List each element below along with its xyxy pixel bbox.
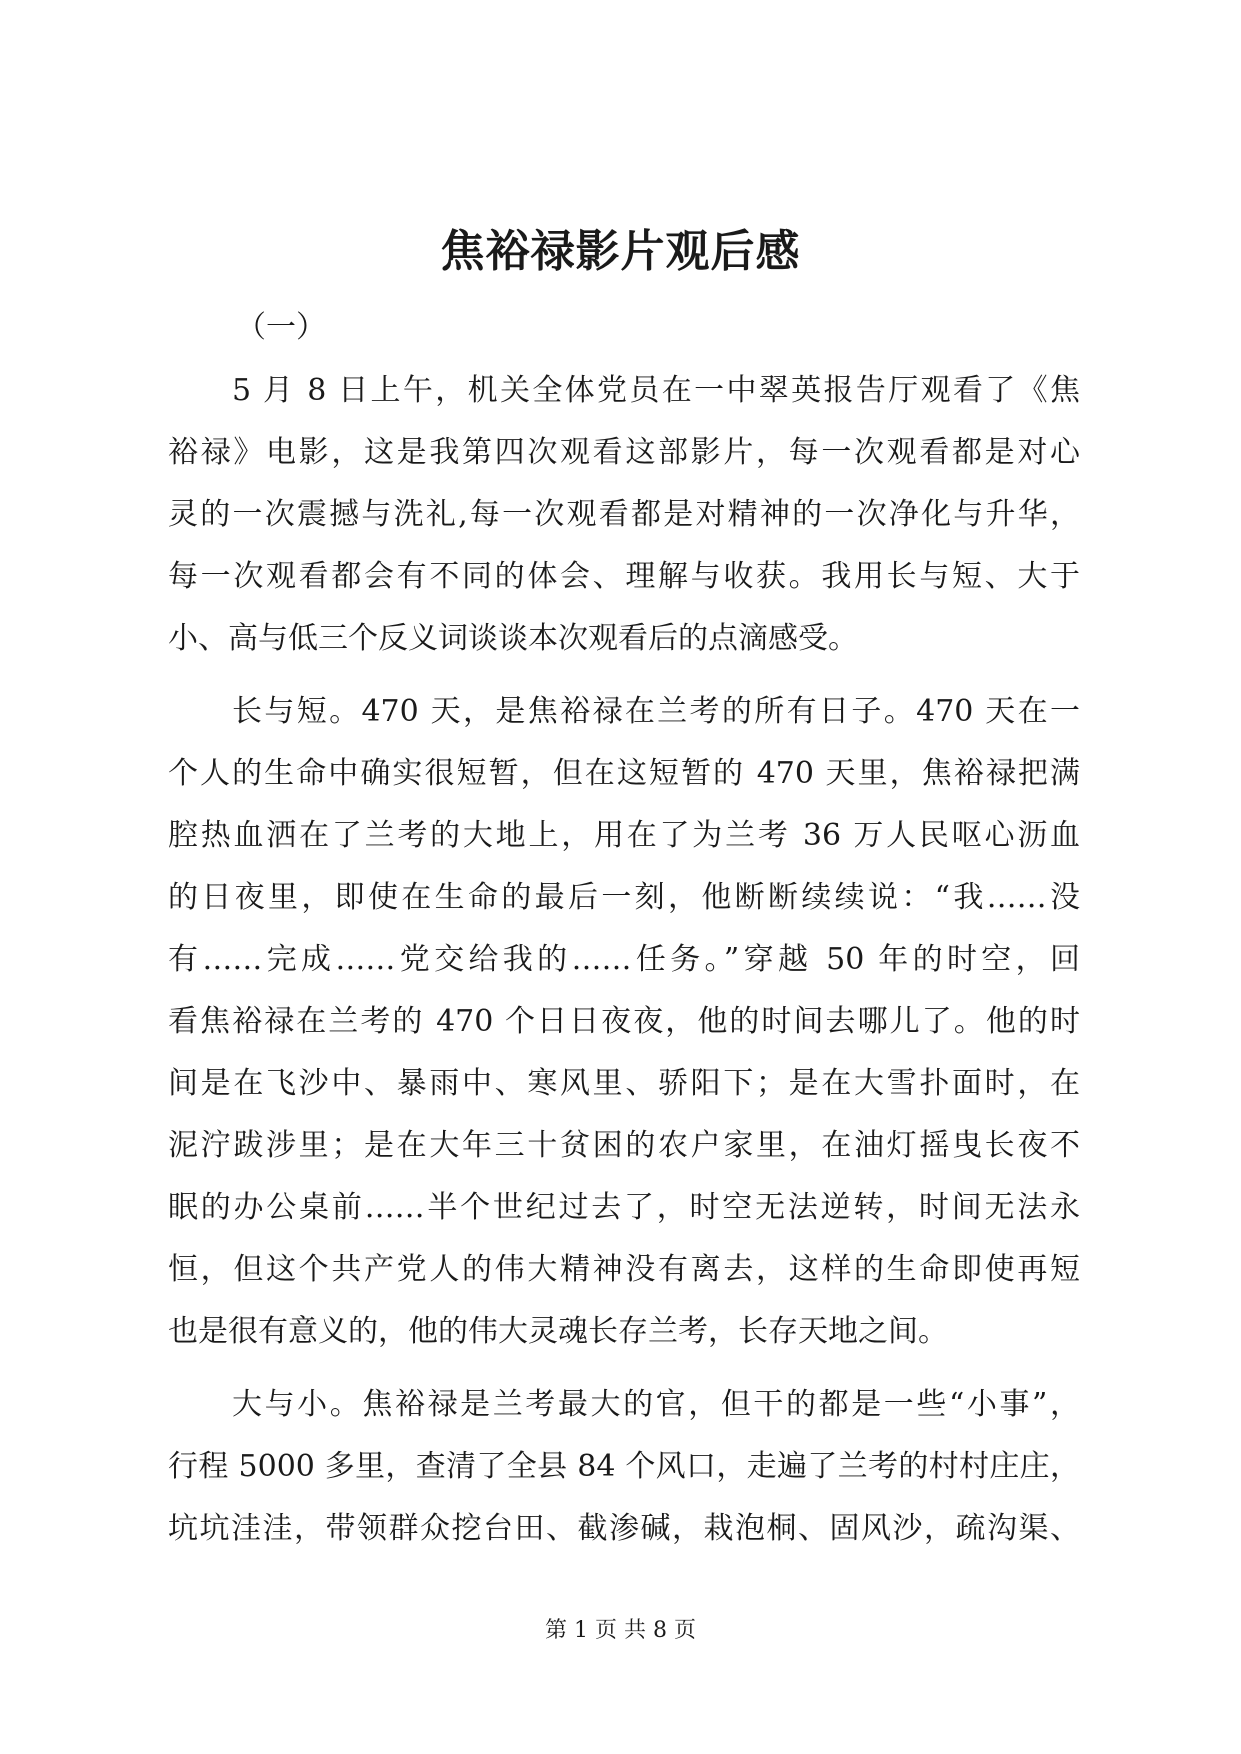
text-line: 裕禄》电影，这是我第四次观看这部影片，每一次观看都是对心 [168, 435, 1080, 470]
text-line: 看焦裕禄在兰考的 470 个日日夜夜，他的时间去哪儿了。他的时 [168, 1004, 1080, 1039]
paragraph-gap [168, 670, 1080, 681]
text-line: 眠的办公桌前……半个世纪过去了，时空无法逆转，时间无法永 [168, 1190, 1080, 1225]
text-line: 有……完成……党交给我的……任务。”穿越 50 年的时空，回 [168, 942, 1080, 977]
paragraph-gap [168, 1363, 1080, 1374]
page-title: 焦裕禄影片观后感 [440, 226, 801, 277]
text-line: 每一次观看都会有不同的体会、理解与收获。我用长与短、大于 [168, 559, 1080, 594]
paragraph [168, 681, 1080, 1363]
text-line: 长与短。470 天，是焦裕禄在兰考的所有日子。470 天在一 [232, 694, 1080, 729]
text-line: 的日夜里，即使在生命的最后一刻，他断断续续说：“我……没 [168, 880, 1080, 915]
text-line: 间是在飞沙中、暴雨中、寒风里、骄阳下；是在大雪扑面时，在 [168, 1066, 1080, 1101]
text-line: 恒，但这个共产党人的伟大精神没有离去，这样的生命即使再短 [168, 1252, 1080, 1287]
document-body [168, 360, 1080, 1560]
text-line: 5 月 8 日上午，机关全体党员在一中翠英报告厅观看了《焦 [232, 373, 1080, 408]
paragraph [168, 360, 1080, 670]
text-line: 泥泞跋涉里；是在大年三十贫困的农户家里，在油灯摇曳长夜不 [168, 1128, 1080, 1163]
text-line: 腔热血洒在了兰考的大地上，用在了为兰考 36 万人民呕心沥血 [168, 818, 1080, 853]
section-label: （一） [236, 310, 326, 345]
text-line: 个人的生命中确实很短暂，但在这短暂的 470 天里，焦裕禄把满 [168, 756, 1080, 791]
text-line: 也是很有意义的，他的伟大灵魂长存兰考，长存天地之间。 [168, 1314, 948, 1349]
text-line: 大与小。焦裕禄是兰考最大的官，但干的都是一些“小事”， [232, 1387, 1080, 1422]
text-line: 行程 5000 多里，查清了全县 84 个风口，走遍了兰考的村村庄庄， [168, 1449, 1080, 1484]
page-footer: 第 1 页 共 8 页 [545, 1618, 696, 1643]
text-line: 灵的一次震撼与洗礼,每一次观看都是对精神的一次净化与升华， [168, 497, 1080, 532]
text-line: 小、高与低三个反义词谈谈本次观看后的点滴感受。 [168, 621, 858, 656]
text-line: 坑坑洼洼，带领群众挖台田、截渗碱，栽泡桐、固风沙，疏沟渠、 [168, 1511, 1080, 1546]
paragraph [168, 1374, 1080, 1560]
